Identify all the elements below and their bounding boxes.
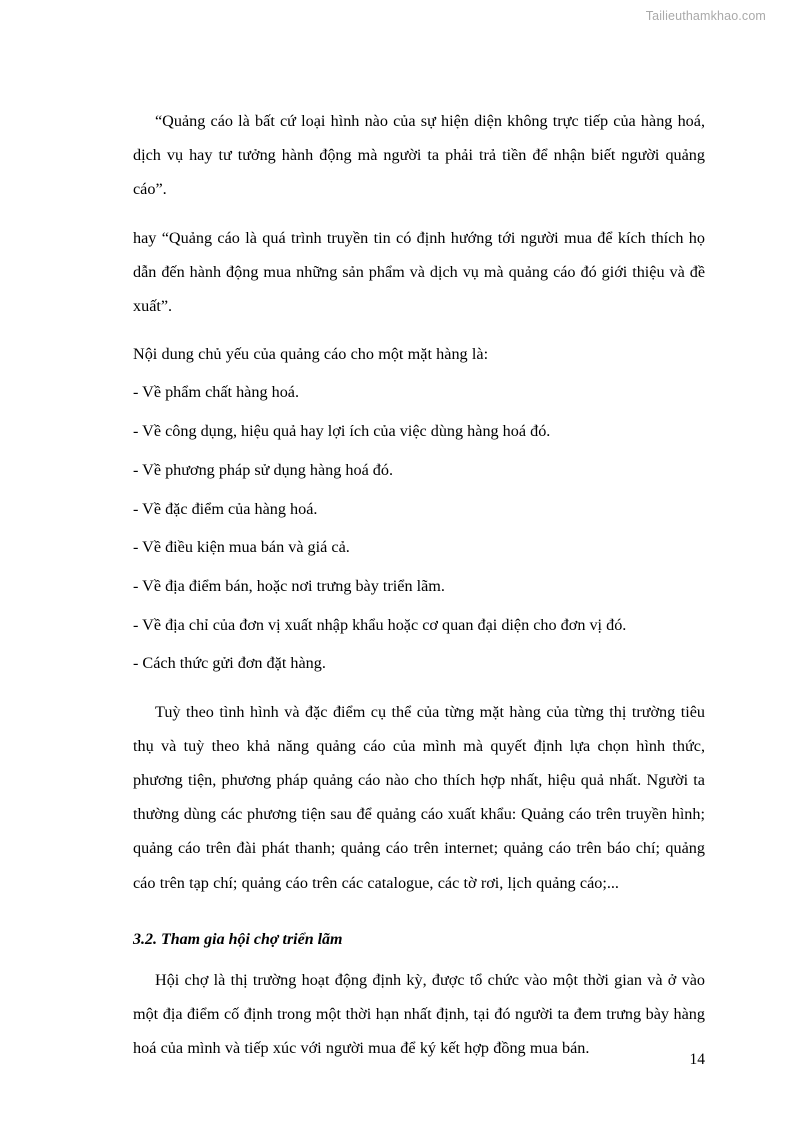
list-item: - Về phương pháp sử dụng hàng hoá đó.: [133, 460, 394, 479]
page-number: 14: [689, 1051, 705, 1068]
list-item: - Về đặc điểm của hàng hoá.: [133, 499, 318, 518]
paragraph-list-intro: Nội dung chủ yếu của quảng cáo cho một mặt hàng là:: [133, 345, 489, 364]
list-item: - Về địa chỉ của đơn vị xuất nhập khẩu hoặc cơ quan đại diện cho đơn vị đó.: [133, 615, 627, 634]
list-item: - Cách thức gửi đơn đặt hàng.: [133, 654, 326, 673]
section-heading-3-2: 3.2. Tham gia hội chợ triển lãm: [133, 930, 343, 948]
document-body: [133, 104, 705, 1065]
list-item: - Về phẩm chất hàng hoá.: [133, 383, 300, 402]
paragraph-advertising-media: Tuỳ theo tình hình và đặc điểm cụ thể của từng mặt hàng của từng thị trường tiêu thụ và tuỳ theo khả năng quảng cáo của mình mà quyết định lựa chọn hình thức, phương tiện, phương pháp quảng cáo nào cho thích hợp nhất, hiệu quả nhất. Người ta thường dùng các phương tiện sau để quảng cáo xuất khẩu: Quảng cáo trên truyền hình; quảng cáo trên đài phát thanh; quảng cáo trên internet; quảng cáo trên báo chí; quảng cáo trên tạp chí; quảng cáo trên các catalogue, các tờ rơi, lịch quảng cáo;...: [133, 702, 705, 892]
paragraph-trade-fair: Hội chợ là thị trường hoạt động định kỳ, được tổ chức vào một thời gian và ở vào một địa điểm cố định trong một thời hạn nhất định, tại đó người ta đem trưng bày hàng hoá của mình và tiếp xúc với người mua để ký kết hợp đồng mua bán.: [133, 970, 705, 1058]
paragraph-quote-definition-2: hay “Quảng cáo là quá trình truyền tin có định hướng tới người mua để kích thích họ dẫn đến hành động mua những sản phẩm và dịch vụ mà quảng cáo đó giới thiệu và đề xuất”.: [133, 228, 705, 316]
list-item: - Về công dụng, hiệu quả hay lợi ích của việc dùng hàng hoá đó.: [133, 422, 551, 441]
list-item: - Về điều kiện mua bán và giá cả.: [133, 538, 350, 557]
list-item: - Về địa điểm bán, hoặc nơi trưng bày triển lãm.: [133, 576, 445, 595]
paragraph-quote-definition-1: “Quảng cáo là bất cứ loại hình nào của sự hiện diện không trực tiếp của hàng hoá, dịch vụ hay tư tưởng hành động mà người ta phải trả tiền để nhận biết người quảng cáo”.: [133, 112, 705, 199]
site-watermark: Tailieuthamkhao.com: [645, 9, 766, 23]
